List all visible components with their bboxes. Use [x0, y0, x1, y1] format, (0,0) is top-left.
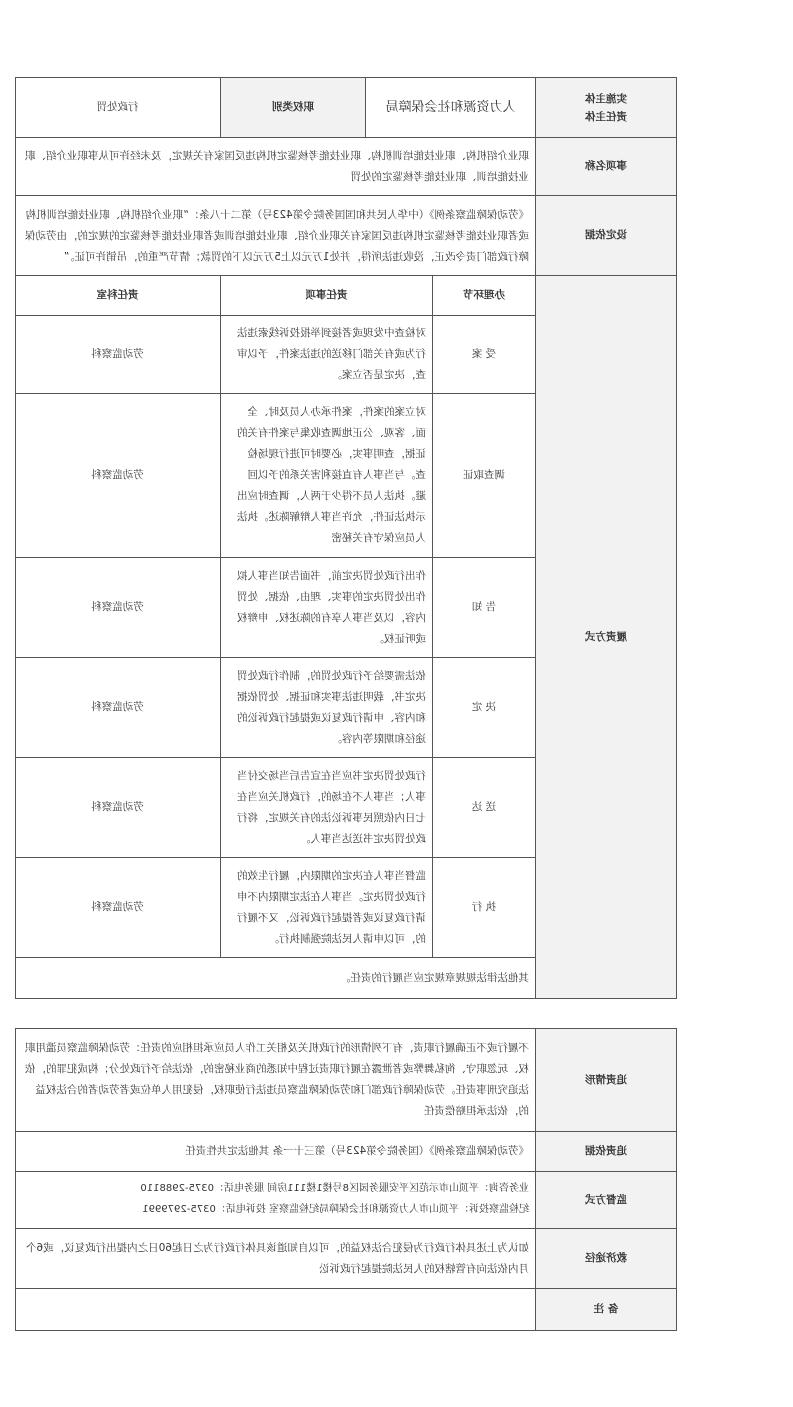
item-name-label: 事项名称 [535, 138, 676, 196]
col-stage-header: 办理环节 [432, 276, 535, 316]
other-duties: 其他法律法规规章规定应当履行的责任。 [340, 971, 529, 984]
items-cell: 行政处罚决定书应当在宣告后当场交付当事人；当事人不在场的，行政机关应当在七日内依照民事诉讼法的有关规定，将行政处罚决定书送达当事人。 [220, 758, 432, 858]
supervision-line-1: 业务咨询：平顶山市示范区平安服务园区8号楼1楼111房间 服务电话：0375-2988110 [140, 1183, 529, 1194]
stage-cell: 调查取证 [432, 394, 535, 558]
stage-cell: 决 定 [432, 658, 535, 758]
dept-cell: 劳动监察科 [15, 858, 220, 958]
items-cell: 监督当事人在决定的期限内，履行生效的行政处罚决定。当事人在法定期限内不申请行政复议或者提起行政诉讼，又不履行的，可以申请人民法院强制执行。 [220, 858, 432, 958]
items-cell: 依法需要给予行政处罚的，制作行政处罚决定书，载明违法事实和证据、处罚依据和内容、申请行政复议或提起行政诉讼的途径和期限等内容。 [220, 658, 432, 758]
dept-cell: 劳动监察科 [15, 316, 220, 394]
relief-text: 如认为上述具体行政行为侵犯合法权益的，可以自知道该具体行政行为之日起60日之内提出行政复议，或6个月内依法向有管辖权的人民法院提起行政诉讼 [15, 1229, 535, 1289]
items-cell: 对立案的案件，案件承办人员及时、全面、客观、公正地调查收集与案件有关的证据，查明事实，必要时可进行现场检查。与当事人有直接利害关系的予以回避。执法人员不得少于两人，调查时应出示执法证件，允许当事人辩解陈述。执法人员应保守有关秘密 [220, 394, 432, 558]
basis-text: 《劳动保障监察条例》（中华人民共和国国务院令第423号）第二十八条：“职业介绍机构、职业技能培训机构或者职业技能考核鉴定机构违反国家有关职业介绍、职业技能培训或者职业技能考核鉴定的规定的，由劳动保障行政部门责令改正，没收违法所得，并处1万元以上5万元以下的罚款；情节严重的，吊销许可证。” [15, 196, 535, 276]
remark-text [15, 1289, 535, 1330]
supervision-label: 监督方式 [535, 1172, 676, 1229]
org-name: 人力资源和社会保障局 [365, 78, 535, 138]
dept-cell: 劳动监察科 [15, 658, 220, 758]
items-cell: 对检查中发现或者接到举报投诉线索违法行为或有关部门移送的违法案件，予以审查，决定是否立案。 [220, 316, 432, 394]
col-dept-header: 责任科室 [15, 276, 220, 316]
dept-cell: 劳动监察科 [15, 558, 220, 658]
acc-basis-label: 追责依据 [535, 1132, 676, 1172]
stage-cell: 受 案 [432, 316, 535, 394]
duty-label: 履责方式 [535, 276, 676, 998]
header-label-cell: 实施主体 责任主体 [535, 78, 676, 138]
supervision-line-2: 纪检监察投诉：平顶山市人力资源和社会保障局纪检监察室 投诉电话：0375-2979991 [142, 1204, 529, 1215]
basis-label: 设定依据 [535, 196, 676, 276]
stage-cell: 告 知 [432, 558, 535, 658]
accountability-text: 不履行或不正确履行职责，有下列情形的行政机关及相关工作人员应承担相应的责任：劳动保障监察员滥用职权、玩忽职守、徇私舞弊或者泄露在履行职责过程中知悉的商业秘密的，依法给予行政处分；构成犯罪的，依法追究刑事责任。劳动保障行政部门和劳动保障监察员违法行使职权，侵犯用人单位或者劳动者的合法权益的，依法承担赔偿责任 [15, 1029, 535, 1132]
accountability-label: 追责情形 [535, 1029, 676, 1132]
items-cell: 作出行政处罚决定前，书面告知当事人拟作出处罚决定的事实、理由、依据、处罚内容，以及当事人享有的陈述权、申辩权或听证权。 [220, 558, 432, 658]
supervision-text [15, 1172, 535, 1229]
dept-cell: 劳动监察科 [15, 394, 220, 558]
remark-label: 备 注 [535, 1289, 676, 1330]
stage-cell: 送 达 [432, 758, 535, 858]
acc-basis-text: 《劳动保障监察条例》（国务院令第423号）第三十一条 其他法定共性责任 [15, 1132, 535, 1172]
authority-type-label: 职权类别 [220, 78, 365, 138]
authority-type: 行政处罚 [15, 78, 220, 138]
dept-cell: 劳动监察科 [15, 758, 220, 858]
responsibility-table [15, 77, 677, 999]
item-name-text: 职业介绍机构、职业技能培训机构、职业技能考核鉴定机构违反国家有关规定，及未经许可从事职业介绍、职业技能培训、职业技能考核鉴定的处罚 [15, 138, 535, 196]
accountability-table [15, 1028, 677, 1331]
stage-cell: 执 行 [432, 858, 535, 958]
col-items-header: 责任事项 [220, 276, 432, 316]
relief-label: 救济途径 [535, 1229, 676, 1289]
